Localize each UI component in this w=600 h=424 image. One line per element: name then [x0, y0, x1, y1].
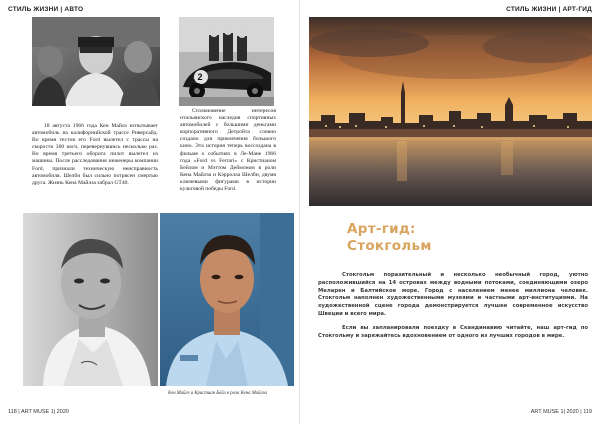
svg-text:2: 2	[197, 72, 203, 82]
title-line-2: Стокгольм	[347, 238, 432, 254]
article-title	[347, 221, 432, 255]
running-head-right: СТИЛЬ ЖИЗНИ | АРТ-ГИД	[506, 6, 592, 13]
folio-right: ART MUSE 1| 2020 | 119	[530, 409, 592, 415]
text-column-1: 18 августа 1966 года Кен Майлз испытывает автомобиль на калифорнийской трассе Риверсайд. Во время тестов его Ford вылетел с трассы на скорости 300 км/ч, перевернувшись несколько раз. Во время третьего оборота пилот вылетел из машины. После расследования инженеры компании Ford, признали техническую неисправность автомобиля. Шелби был сильно потрясен смертью друга. Жизнь Кена Майлза забрал GT40.	[32, 123, 158, 186]
article-body	[318, 272, 588, 346]
christian-bale-portrait	[160, 213, 294, 386]
folio-left: 118 | ART MUSE 1| 2020	[8, 409, 69, 415]
racing-drivers-photo	[32, 17, 160, 106]
running-head-left: СТИЛЬ ЖИЗНИ | АВТО	[8, 6, 84, 13]
article-paragraph-2: Если вы запланировали поездку в Скандинавию читайте, наш арт-гид по Стокгольму и заряжайтесь вдохновением от одного из лучших городов в мире.	[318, 324, 588, 339]
stockholm-photo	[309, 17, 592, 206]
ford-gt40-photo	[179, 17, 274, 106]
article-paragraph-1: Стокгольм поразительный и несколько необычный город, уютно расположившийся на 14 островах между водными потоками, соединяющими озеро Меларен и Балтийское море. Город с населением менее миллиона человек. Стокгольм наполнен художественными музеями и частными арт-институциями. На художественной сцене города демонстрируется лучшее современное искусство Швеции и всего мира.	[318, 272, 588, 317]
ken-miles-portrait	[23, 213, 158, 386]
text-column-2: Столкновение интересов итальянского наследия спортивных автомобилей с большими деньгами корпоративного Детройта словно создано для привлечения большого кино. Эта история теперь воссоздана в фильме о событиях в Ле-Мане 1966 года «Ford vs Ferrari» с Кристианом Бейлом и Мэттом Деймоном в роли Кена Майлза и Кэрролла Шелби, двумя ключевыми фигурами в истории культовой победы Ford.	[180, 108, 276, 193]
photo-caption: Кен Майлз и Кристиан Бейл в роли Кена Майлза	[168, 391, 267, 396]
title-line-1: Арт-гид:	[347, 221, 416, 237]
